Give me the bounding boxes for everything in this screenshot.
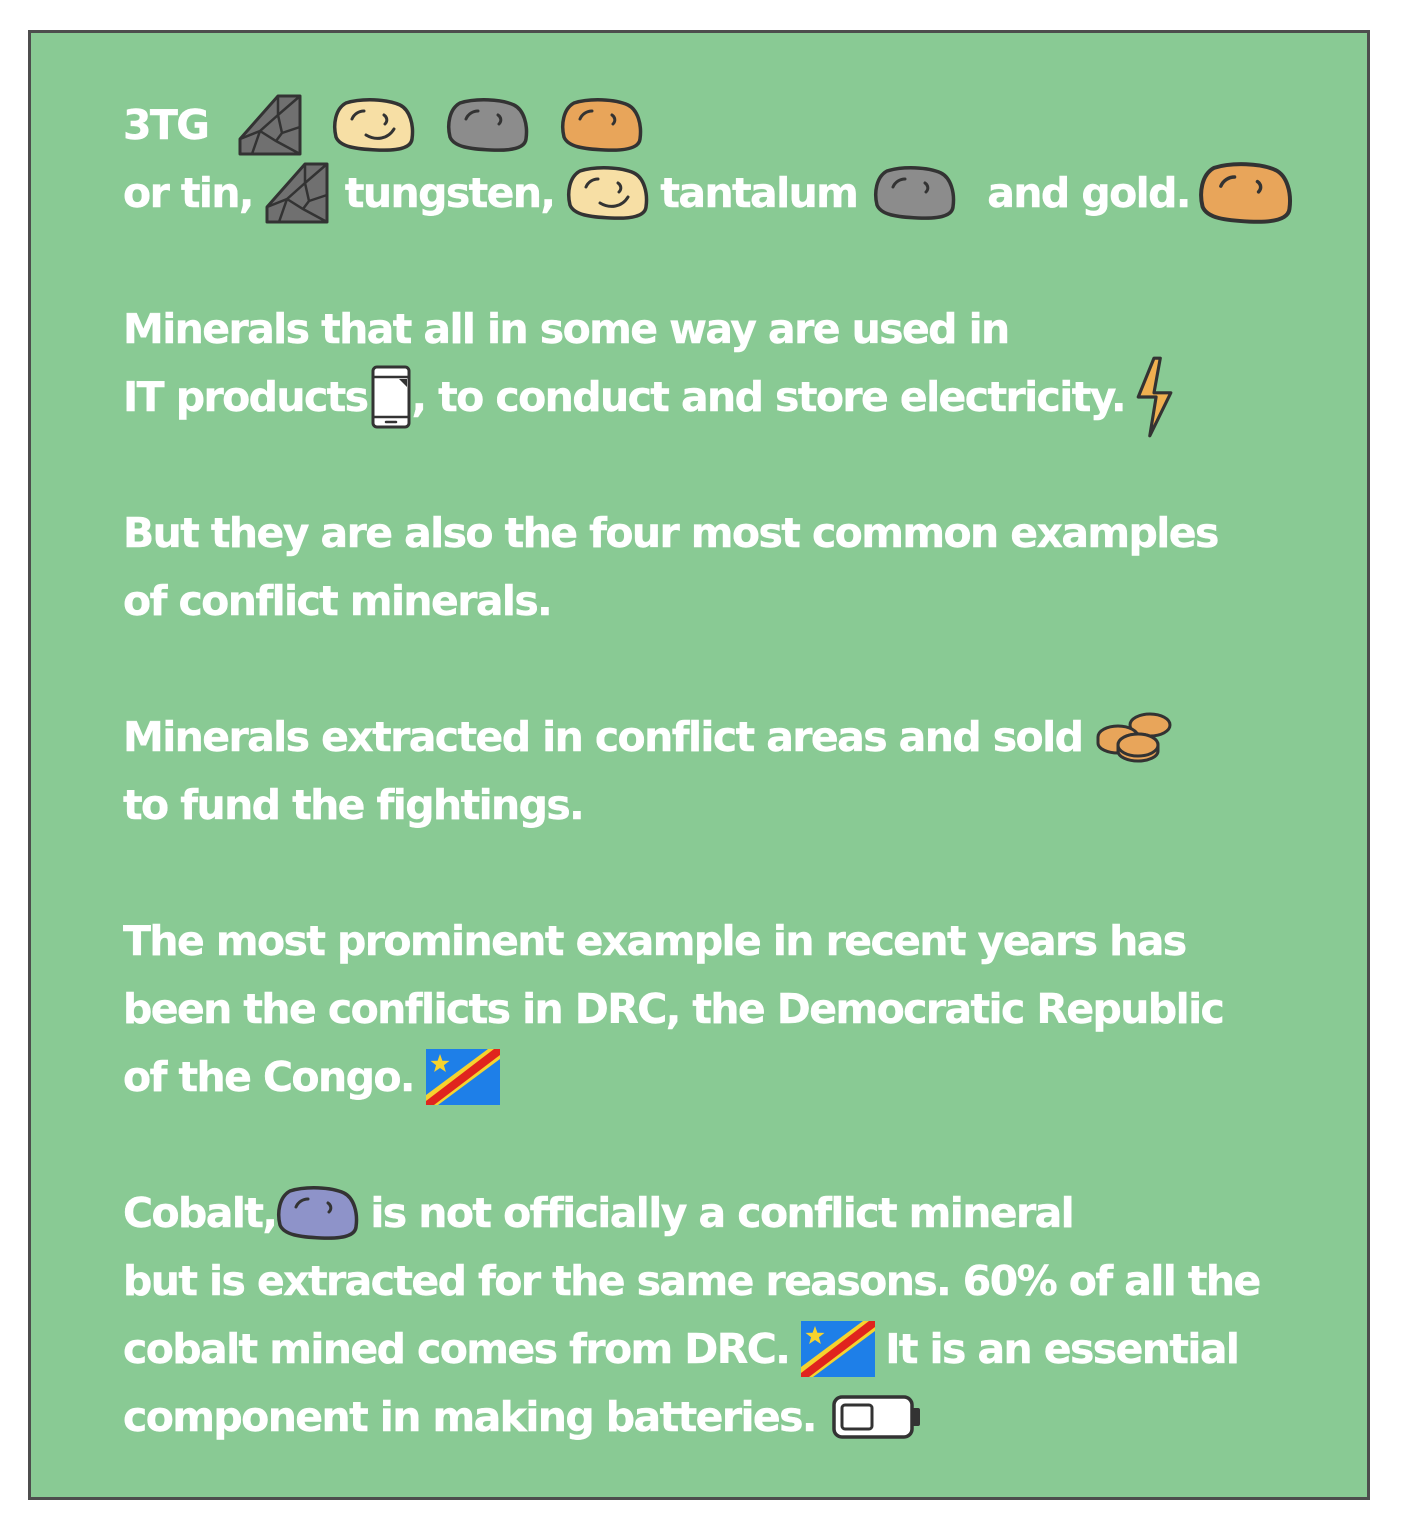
coins-icon [1094,711,1174,763]
line-used-in [123,295,1353,363]
text-of-the-congo: of the Congo. [123,1053,414,1101]
battery-icon [832,1395,922,1439]
gold-icon [1198,161,1294,225]
tungsten-icon [332,97,416,153]
text-tantalum: tantalum [660,169,858,217]
text-making-batteries: component in making batteries. [123,1393,816,1441]
text-extracted-sold: Minerals extracted in conflict areas and sold [123,713,1083,761]
line-cobalt-drc [123,1315,1353,1383]
text-conduct-electricity: , to conduct and store electricity. [411,373,1126,421]
line-batteries [123,1383,1353,1451]
text-cobalt-mined: cobalt mined comes from DRC. [123,1325,790,1373]
cobalt-icon [276,1185,360,1241]
text-prominent-example: The most prominent example in recent years has [123,917,1186,965]
line-same-reasons [123,1247,1353,1315]
gold-icon [560,97,644,153]
text-conflict-minerals: of conflict minerals. [123,577,552,625]
text-or-tin: or tin, [123,169,253,217]
text-cobalt: Cobalt, [123,1189,277,1237]
text-fund-fightings: to fund the fightings. [123,781,584,829]
panel-text [123,91,1353,1451]
line-it-products [123,363,1353,431]
line-minerals-list [123,159,1353,227]
text-and-gold: and gold. [987,169,1190,217]
tungsten-icon [566,165,650,221]
text-not-official: is not officially a conflict mineral [370,1189,1074,1237]
text-essential: It is an essential [885,1325,1239,1373]
line-also [123,499,1353,567]
line-cobalt [123,1179,1353,1247]
line-3tg [123,91,1353,159]
heading-3tg: 3TG [123,101,209,149]
line-prominent [123,907,1353,975]
text-tungsten: tungsten, [344,169,555,217]
line-congo [123,1043,1353,1111]
tantalum-icon [446,97,530,153]
line-conflict-minerals [123,567,1353,635]
info-panel [28,30,1370,1500]
text-used-in: Minerals that all in some way are used in [123,305,1009,353]
line-extracted [123,703,1353,771]
text-it-products: IT products [123,373,368,421]
text-drc-conflicts: been the conflicts in DRC, the Democratic Republic [123,985,1224,1033]
text-same-reasons: but is extracted for the same reasons. 60% of all the [123,1257,1260,1305]
phone-icon [371,365,411,429]
tantalum-icon [873,165,957,221]
lightning-icon [1133,355,1175,439]
text-common-examples: But they are also the four most common examples [123,509,1218,557]
drc-flag-icon [801,1321,875,1377]
drc-flag-icon [426,1049,500,1105]
line-drc [123,975,1353,1043]
tin-icon [238,93,302,157]
line-fund [123,771,1353,839]
tin-icon [265,161,329,225]
